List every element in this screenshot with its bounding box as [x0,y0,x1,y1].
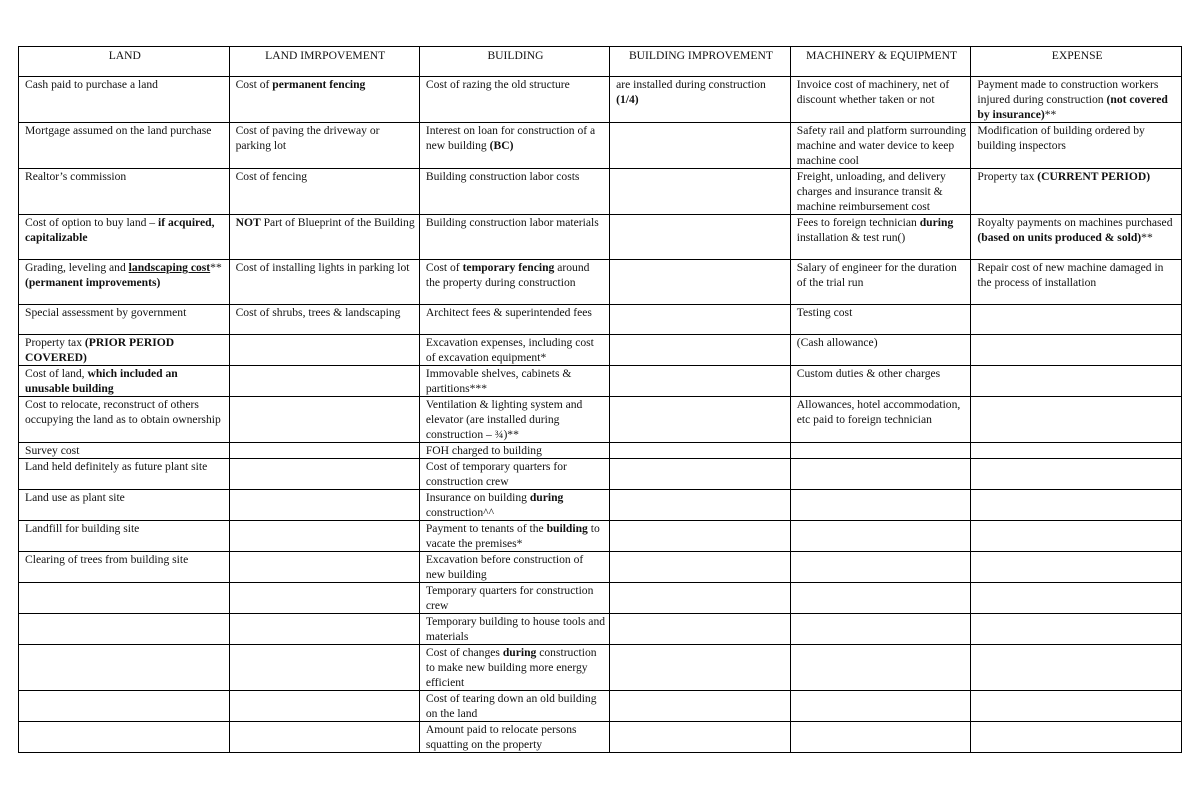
cell-land [19,583,230,614]
cell-building [419,215,609,260]
table-body [19,77,1182,753]
table-row [19,305,1182,335]
cell-text: (1/4) [616,93,639,106]
cell-building [419,443,609,459]
cell-building-improvement [610,77,791,123]
cell-text: Mortgage assumed on the land purchase [25,124,212,137]
cell-building-improvement [610,397,791,443]
cell-text: (Cash allowance) [796,336,878,349]
table-row [19,397,1182,443]
cell-machinery-equipment [790,722,971,753]
document-page [18,46,1182,753]
cell-text: FOH charged to building [425,444,542,457]
cell-land [19,552,230,583]
cell-expense [971,722,1182,753]
cell-land [19,366,230,397]
cell-text: during [919,216,954,229]
cell-text: Interest on loan for construction of a new building [425,124,596,152]
cell-land [19,397,230,443]
cell-building [419,722,609,753]
cell-building-improvement [610,443,791,459]
cell-expense [971,614,1182,645]
table-row [19,443,1182,459]
cell-text: Cost of [425,261,463,274]
cell-land [19,490,230,521]
cell-text: Salary of engineer for the duration of the trial run [796,261,957,289]
cell-text: Modification of building ordered by building inspectors [977,124,1145,152]
cell-text: Part of Blueprint of the Building [260,216,415,229]
cell-text: Repair cost of new machine damaged in the process of installation [977,261,1164,289]
cell-text: ** [210,261,222,274]
cell-building-improvement [610,521,791,552]
cell-expense [971,521,1182,552]
cell-machinery-equipment [790,645,971,691]
cell-text: (permanent improvements) [25,276,161,289]
cell-land [19,521,230,552]
cell-expense [971,169,1182,215]
cell-land-improvement [229,77,419,123]
cell-text: building [546,522,588,535]
cell-machinery-equipment [790,123,971,169]
cell-text: Property tax [25,336,85,349]
cell-machinery-equipment [790,583,971,614]
cell-text: Building construction labor materials [425,216,599,229]
cell-text: around the property during construction [425,261,590,289]
header-expense: EXPENSE [971,47,1182,77]
cell-text: Cost of temporary quarters for construction crew [425,460,567,488]
cell-land-improvement [229,397,419,443]
cell-building [419,305,609,335]
cell-building-improvement [610,459,791,490]
cell-text: Architect fees & superintended fees [425,306,592,319]
cell-land-improvement [229,691,419,722]
cell-building-improvement [610,645,791,691]
cell-text: Land held definitely as future plant site [25,460,208,473]
cell-land-improvement [229,260,419,305]
cell-text: Excavation before construction of new building [425,553,584,581]
cell-land [19,645,230,691]
cell-land [19,305,230,335]
cell-expense [971,583,1182,614]
cell-text: Special assessment by government [25,306,187,319]
header-land: LAND [19,47,230,77]
cell-text: (PRIOR PERIOD COVERED) [25,336,175,364]
cell-text: ** [1044,108,1057,121]
cell-text: Building construction labor costs [425,170,580,183]
cell-machinery-equipment [790,169,971,215]
cell-text: installation & test run() [796,231,906,244]
cell-text: (based on units produced & sold) [977,231,1142,244]
cell-expense [971,305,1182,335]
table-row [19,552,1182,583]
cell-land [19,335,230,366]
cell-building-improvement [610,335,791,366]
table-row [19,645,1182,691]
cell-machinery-equipment [790,614,971,645]
cell-text: Cost of razing the old structure [425,78,570,91]
cell-text: Invoice cost of machinery, net of discount whether taken or not [796,78,950,106]
cell-building [419,366,609,397]
cell-building-improvement [610,260,791,305]
table-row [19,366,1182,397]
cell-text: Safety rail and platform surrounding machine and water device to keep machine cool [796,124,967,167]
cell-text: temporary fencing [462,261,555,274]
cell-expense [971,215,1182,260]
cell-building [419,169,609,215]
header-land-improvement: LAND IMRPOVEMENT [229,47,419,77]
cell-building [419,335,609,366]
cell-expense [971,366,1182,397]
classification-table [18,46,1182,753]
table-row [19,490,1182,521]
cell-expense [971,459,1182,490]
cell-machinery-equipment [790,490,971,521]
cell-text: Property tax [977,170,1038,183]
table-row [19,521,1182,552]
cell-text: Cost to relocate, reconstruct of others occupying the land as to obtain ownership [25,398,221,426]
table-row [19,169,1182,215]
cell-building [419,459,609,490]
header-row [19,47,1182,77]
cell-text: Ventilation & lighting system and elevator (are installed during construction – ¾)** [425,398,583,441]
cell-land [19,614,230,645]
cell-text: NOT [235,216,261,229]
table-row [19,260,1182,305]
cell-text: (CURRENT PERIOD) [1037,170,1151,183]
cell-text: Landfill for building site [25,522,140,535]
cell-expense [971,443,1182,459]
cell-building-improvement [610,215,791,260]
cell-text: are installed during construction [616,78,766,91]
cell-text: Cost of shrubs, trees & landscaping [235,306,401,319]
cell-building-improvement [610,123,791,169]
cell-expense [971,335,1182,366]
cell-text: Testing cost [796,306,853,319]
cell-text: Amount paid to relocate persons squatting on the property [425,723,577,751]
cell-text: Cost of tearing down an old building on the land [425,692,597,720]
cell-building-improvement [610,366,791,397]
table-row [19,335,1182,366]
cell-expense [971,552,1182,583]
cell-land-improvement [229,335,419,366]
cell-building-improvement [610,583,791,614]
table-row [19,459,1182,490]
cell-expense [971,645,1182,691]
cell-land [19,691,230,722]
cell-building [419,260,609,305]
cell-text: Payment to tenants of the [425,522,547,535]
cell-text: Payment made to construction workers injured during construction [977,78,1159,106]
cell-text: Cash paid to purchase a land [25,78,158,91]
cell-text: Cost of paving the driveway or parking lot [235,124,380,152]
cell-expense [971,260,1182,305]
table-row [19,583,1182,614]
cell-text: Survey cost [25,444,80,457]
cell-land [19,260,230,305]
cell-machinery-equipment [790,459,971,490]
cell-land-improvement [229,614,419,645]
cell-text: Fees to foreign technician [796,216,920,229]
cell-land [19,77,230,123]
cell-land-improvement [229,552,419,583]
cell-building [419,77,609,123]
cell-text: if acquired, capitalizable [25,216,215,244]
cell-land-improvement [229,490,419,521]
cell-text: Temporary building to house tools and materials [425,615,606,643]
cell-machinery-equipment [790,397,971,443]
cell-text: Cost of fencing [235,170,308,183]
cell-machinery-equipment [790,305,971,335]
cell-text: Excavation expenses, including cost of excavation equipment* [425,336,594,364]
cell-building [419,397,609,443]
cell-building [419,645,609,691]
cell-expense [971,490,1182,521]
cell-machinery-equipment [790,366,971,397]
cell-building-improvement [610,552,791,583]
cell-text: construction^^ [425,506,495,519]
cell-land [19,722,230,753]
cell-land [19,123,230,169]
cell-expense [971,397,1182,443]
cell-land [19,215,230,260]
cell-land-improvement [229,443,419,459]
cell-machinery-equipment [790,215,971,260]
table-row [19,691,1182,722]
cell-text: Cost of installing lights in parking lot [235,261,410,274]
cell-building-improvement [610,490,791,521]
cell-text: Allowances, hotel accommodation, etc paid to foreign technician [796,398,961,426]
cell-text: Immovable shelves, cabinets & partitions*** [425,367,572,395]
cell-text: construction to make new building more energy efficient [425,646,597,689]
cell-text: Custom duties & other charges [796,367,941,380]
cell-land-improvement [229,366,419,397]
header-building-improvement: BUILDING IMPROVEMENT [610,47,791,77]
cell-machinery-equipment [790,552,971,583]
table-row [19,215,1182,260]
cell-building [419,123,609,169]
cell-land-improvement [229,722,419,753]
cell-text: to vacate the premises* [425,522,600,550]
cell-land-improvement [229,521,419,552]
cell-text: Cost of changes [425,646,503,659]
cell-text: Land use as plant site [25,491,125,504]
cell-building [419,614,609,645]
cell-building-improvement [610,691,791,722]
cell-machinery-equipment [790,443,971,459]
cell-expense [971,123,1182,169]
cell-land-improvement [229,215,419,260]
cell-land-improvement [229,169,419,215]
cell-machinery-equipment [790,691,971,722]
cell-machinery-equipment [790,335,971,366]
cell-building-improvement [610,169,791,215]
cell-building-improvement [610,305,791,335]
cell-building [419,490,609,521]
cell-text: Cost of [235,78,273,91]
cell-building [419,583,609,614]
cell-land-improvement [229,583,419,614]
table-row [19,614,1182,645]
cell-text: Cost of land, [25,367,88,380]
cell-text: permanent fencing [272,78,366,91]
cell-text: ** [1141,231,1153,244]
cell-text: (not covered by insurance) [977,93,1168,121]
cell-text: Clearing of trees from building site [25,553,189,566]
cell-text: Temporary quarters for construction crew [425,584,594,612]
cell-machinery-equipment [790,260,971,305]
cell-land-improvement [229,123,419,169]
cell-land-improvement [229,305,419,335]
cell-text: landscaping cost [128,261,211,274]
header-machinery-equipment: MACHINERY & EQUIPMENT [790,47,971,77]
cell-building [419,691,609,722]
cell-expense [971,691,1182,722]
cell-expense [971,77,1182,123]
cell-land [19,459,230,490]
cell-building [419,552,609,583]
table-row [19,77,1182,123]
cell-land-improvement [229,459,419,490]
cell-text: Grading, leveling and [25,261,129,274]
cell-building [419,521,609,552]
cell-text: Cost of option to buy land – [25,216,159,229]
cell-land-improvement [229,645,419,691]
cell-machinery-equipment [790,521,971,552]
cell-text: during [502,646,537,659]
cell-land [19,443,230,459]
cell-machinery-equipment [790,77,971,123]
cell-text: (BC) [489,139,514,152]
table-row [19,123,1182,169]
cell-building-improvement [610,614,791,645]
table-row [19,722,1182,753]
header-building: BUILDING [419,47,609,77]
cell-text: during [529,491,564,504]
cell-text: Freight, unloading, and delivery charges and insurance transit & machine reimbursement cost [796,170,946,213]
cell-land [19,169,230,215]
cell-text: Realtor’s commission [25,170,127,183]
cell-text: Royalty payments on machines purchased [977,216,1173,229]
cell-text: Insurance on building [425,491,530,504]
cell-building-improvement [610,722,791,753]
cell-text: which included an unusable building [25,367,178,395]
